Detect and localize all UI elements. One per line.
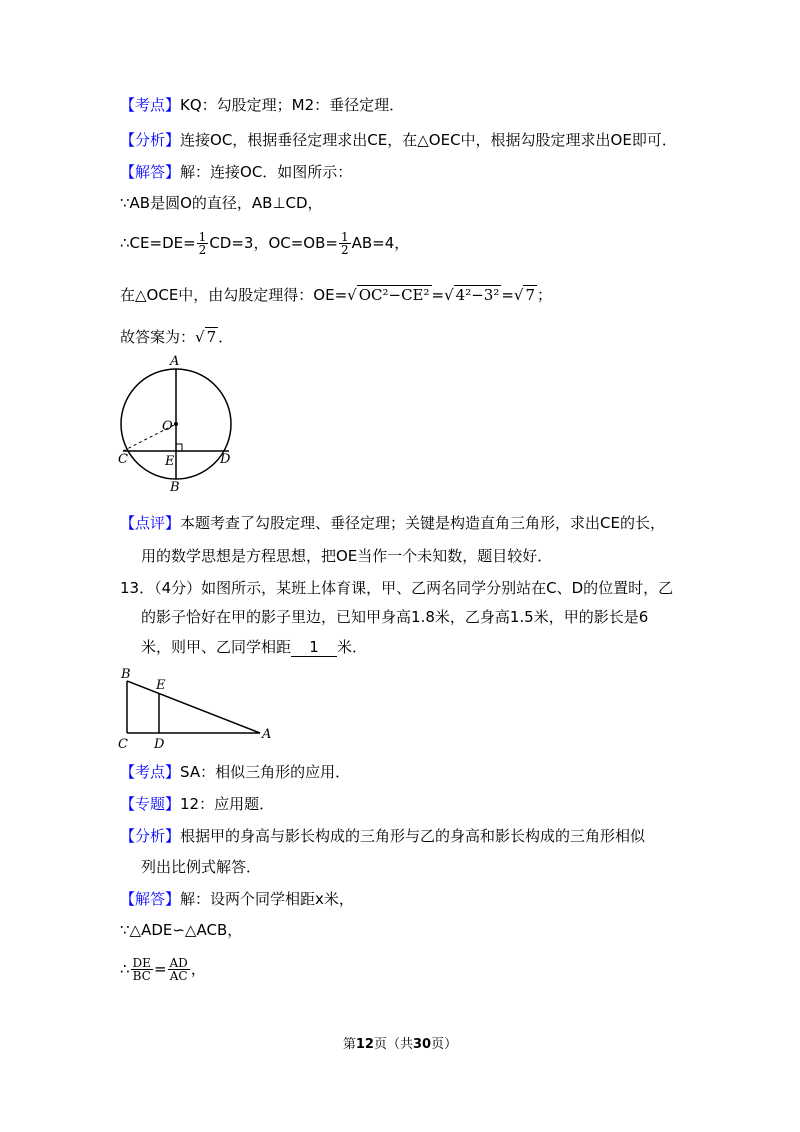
fenxi-tag: 【分析】 (120, 131, 181, 149)
fraction-denominator: BC (132, 969, 151, 983)
kaodian-tag: 【考点】 (120, 96, 181, 114)
q12-because: ∵AB是圆O的直径，AB⊥CD， (120, 194, 323, 212)
label-c: C (118, 452, 128, 467)
q12-line-oe (120, 284, 552, 306)
fraction-numerator: AD (169, 956, 188, 970)
q12-fenxi (120, 129, 677, 151)
radicand: 7 (525, 286, 536, 304)
line-end-punct: ； (537, 286, 553, 304)
q12-answer (120, 326, 233, 348)
zhuanti-text: 12：应用题． (180, 795, 275, 813)
equals-sign: = (431, 286, 445, 304)
right-angle-mark (176, 444, 182, 451)
jieda-tag: 【解答】 (120, 163, 181, 181)
q13-kaodian (120, 761, 350, 783)
label-b: B (170, 480, 180, 495)
line-oe-part1: 在△OCE中，由勾股定理得：OE= (120, 286, 348, 304)
fenxi-tag: 【分析】 (120, 827, 181, 845)
label-c: C (118, 737, 128, 752)
fraction-numerator: 1 (198, 230, 207, 244)
q13-fenxi-2: 列出比例式解答． (141, 858, 262, 876)
kaodian-tag: 【考点】 (120, 763, 181, 781)
footer-suffix: 页） (431, 1037, 458, 1052)
segment-ba (127, 681, 260, 733)
label-e: E (156, 678, 166, 693)
circle-diagram (110, 350, 250, 495)
fraction-denominator: 2 (198, 243, 207, 257)
jieda-tag: 【解答】 (120, 890, 181, 908)
label-a: A (170, 354, 180, 369)
shadow-diagram (114, 666, 284, 752)
sqrt-expression-1 (347, 284, 431, 306)
q13-therefore (120, 957, 206, 982)
answer-blank: 1 (291, 638, 337, 657)
q13-zhuanti (120, 793, 274, 815)
q12-kaodian (120, 94, 404, 116)
answer-end: ． (218, 328, 234, 346)
zhuanti-tag: 【专题】 (120, 795, 181, 813)
stem3-post: 米． (337, 638, 368, 656)
line-ce-part1: ∴CE=DE= (120, 234, 196, 252)
radical-sign-icon: √ (347, 286, 357, 304)
kaodian-text: SA：相似三角形的应用． (180, 763, 351, 781)
answer-sqrt (195, 326, 218, 348)
stem3-pre: 米，则甲、乙同学相距 (141, 638, 292, 656)
label-o: O (162, 419, 173, 434)
page-footer (0, 1033, 800, 1052)
center-point (174, 422, 178, 426)
radicand: 7 (206, 328, 217, 346)
q12-dianping-2: 用的数学思想是方程思想，把OE当作一个未知数，题目较好． (141, 547, 553, 565)
current-page-number: 12 (355, 1037, 374, 1052)
q13-stem-2: 的影子恰好在甲的影子里边，已知甲身高1.8米，乙身高1.5米，甲的影长是6 (141, 608, 649, 626)
label-d: D (154, 737, 165, 752)
dianping-tag: 【点评】 (120, 514, 181, 532)
label-e: E (165, 454, 175, 469)
fraction-numerator: DE (132, 956, 151, 970)
line-ce-part3: AB=4， (351, 234, 410, 252)
therefore-symbol: ∴ (120, 960, 130, 978)
q12-line-ce (120, 231, 409, 256)
q13-jieda (120, 888, 354, 910)
q13-because: ∵△ADE∽△ACB， (120, 921, 243, 939)
fenxi-text: 连接OC，根据垂径定理求出CE，在△OEC中，根据勾股定理求出OE即可． (180, 131, 677, 149)
fraction-half-2 (339, 231, 351, 256)
answer-label: 故答案为： (120, 328, 196, 346)
label-b: B (121, 667, 131, 682)
radicand: 4²−3² (455, 286, 500, 304)
dianping-text-1: 本题考查了勾股定理、垂径定理；关键是构造直角三角形，求出CE的长， (180, 514, 665, 532)
kaodian-text: KQ：勾股定理；M2：垂径定理． (180, 96, 405, 114)
fraction-half-1 (197, 231, 209, 256)
total-page-count: 30 (413, 1037, 432, 1052)
sqrt-expression-2 (444, 284, 501, 306)
fraction-ad-ac (168, 957, 190, 982)
equals-sign: = (501, 286, 514, 304)
radical-sign-icon: √ (195, 328, 205, 346)
fraction-denominator: AC (169, 969, 188, 983)
radicand: OC²−CE² (358, 286, 430, 304)
label-d: D (220, 452, 231, 467)
radical-sign-icon: √ (513, 286, 524, 304)
radical-sign-icon: √ (444, 286, 454, 304)
footer-prefix: 第 (342, 1037, 356, 1052)
q12-jieda (120, 161, 352, 183)
label-a: A (262, 727, 272, 742)
fraction-de-bc (131, 957, 153, 982)
fenxi-text-1: 根据甲的身高与影长构成的三角形与乙的身高和影长构成的三角形相似 (180, 827, 646, 845)
sqrt-expression-3 (514, 284, 537, 306)
footer-middle: 页（共 (373, 1037, 413, 1052)
q13-stem-3 (141, 636, 367, 658)
fraction-numerator: 1 (340, 230, 349, 244)
jieda-text: 解：设两个同学相距x米， (180, 890, 354, 908)
q13-stem-1: 13．（4分）如图所示，某班上体育课，甲、乙两名同学分别站在C、D的位置时，乙 (120, 579, 674, 597)
q13-fenxi (120, 825, 645, 847)
line-end-punct: ， (190, 960, 206, 978)
line-ce-part2: CD=3，OC=OB= (209, 234, 338, 252)
equals-sign: = (153, 960, 167, 978)
jieda-text: 解：连接OC．如图所示： (180, 163, 353, 181)
fraction-denominator: 2 (340, 243, 349, 257)
q12-dianping (120, 512, 665, 534)
